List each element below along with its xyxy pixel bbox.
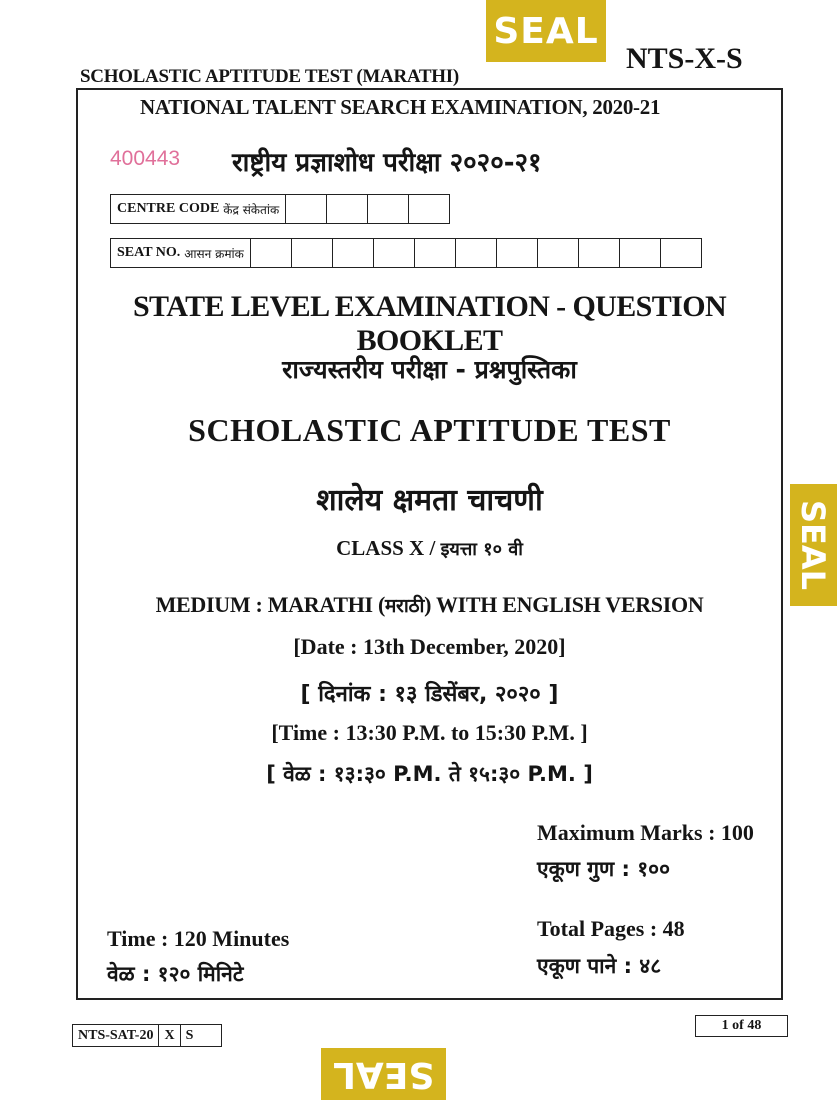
- exam-time-marathi: [ वेळ : १३:३० P.M. ते १५:३० P.M. ]: [266, 762, 593, 786]
- test-title-marathi: शालेय क्षमता चाचणी: [316, 483, 543, 518]
- exam-date: [Date : 13th December, 2020]: [293, 634, 566, 659]
- exam-date-marathi: [ दिनांक : १३ डिसेंबर, २०२० ]: [300, 682, 559, 707]
- seat-number-label-marathi: आसन क्रमांक: [184, 246, 244, 261]
- seal-stamp-right: [790, 484, 837, 606]
- exam-time: [Time : 13:30 P.M. to 15:30 P.M. ]: [271, 720, 588, 745]
- seat-number-box[interactable]: [620, 239, 661, 267]
- seal-stamp-top: [486, 0, 606, 62]
- page-indicator: 1 of 48: [695, 1015, 788, 1037]
- paper-code-box: [72, 1024, 222, 1047]
- total-pages: Total Pages : 48: [537, 916, 685, 941]
- seat-number-box[interactable]: [415, 239, 456, 267]
- seat-number-box[interactable]: [538, 239, 579, 267]
- seal-label: SEAL: [332, 1053, 435, 1095]
- seat-number-label-text: SEAT NO.: [117, 245, 181, 260]
- total-pages-marathi: एकूण पाने : ४८: [537, 954, 662, 978]
- seat-number-box[interactable]: [333, 239, 374, 267]
- centre-code-box[interactable]: [409, 195, 449, 223]
- centre-code-label-text: CENTRE CODE: [117, 201, 220, 216]
- centre-code-box[interactable]: [368, 195, 409, 223]
- exam-name-marathi: राष्ट्रीय प्रज्ञाशोध परीक्षा २०२०-२१: [232, 148, 542, 178]
- serial-number: 400443: [110, 147, 181, 170]
- class-code: X: [159, 1025, 180, 1046]
- medium-marathi: मराठी: [385, 595, 425, 617]
- maximum-marks-marathi: एकूण गुण : १००: [537, 857, 671, 881]
- booklet-title: STATE LEVEL EXAMINATION - QUESTION BOOKLET: [132, 290, 727, 357]
- centre-code-box[interactable]: [286, 195, 327, 223]
- duration-marathi: वेळ : १२० मिनिटे: [107, 962, 244, 986]
- subject-header: [80, 66, 459, 88]
- centre-code-label: [111, 195, 286, 223]
- seal-label: SEAL: [493, 10, 599, 52]
- seal-label: SEAL: [794, 499, 833, 591]
- class-text: CLASS X /: [336, 536, 436, 560]
- seat-number-label: [111, 239, 251, 267]
- seat-number-box[interactable]: [497, 239, 538, 267]
- centre-code-box[interactable]: [327, 195, 368, 223]
- seal-stamp-bottom: [321, 1048, 446, 1100]
- class-line: [76, 536, 783, 561]
- seat-number-field: [110, 238, 702, 268]
- seat-number-box[interactable]: [292, 239, 333, 267]
- test-title: SCHOLASTIC APTITUDE TEST: [188, 412, 671, 448]
- paper-code: NTS-SAT-20: [73, 1025, 159, 1046]
- test-code: NTS-X-S: [626, 42, 743, 75]
- seat-number-box[interactable]: [579, 239, 620, 267]
- seat-number-box[interactable]: [251, 239, 292, 267]
- subject-line: SCHOLASTIC APTITUDE TEST: [80, 66, 352, 87]
- version-code: S: [185, 1027, 194, 1043]
- seat-number-box[interactable]: [456, 239, 497, 267]
- medium-suffix: ) WITH ENGLISH VERSION: [424, 592, 704, 617]
- booklet-title-marathi: राज्यस्तरीय परीक्षा - प्रश्नपुस्तिका: [282, 355, 577, 384]
- medium-tag: (MARATHI): [356, 66, 459, 87]
- medium-line: [76, 592, 783, 618]
- centre-code-label-marathi: केंद्र संकेतांक: [223, 202, 280, 217]
- centre-code-field: [110, 194, 450, 224]
- exam-name: NATIONAL TALENT SEARCH EXAMINATION, 2020-21: [140, 95, 661, 119]
- class-text-marathi: इयत्ता १० वी: [440, 539, 523, 560]
- maximum-marks: Maximum Marks : 100: [537, 820, 754, 845]
- medium-prefix: MEDIUM : MARATHI (: [155, 592, 385, 617]
- seat-number-box[interactable]: [661, 239, 701, 267]
- duration: Time : 120 Minutes: [107, 926, 290, 951]
- seat-number-box[interactable]: [374, 239, 415, 267]
